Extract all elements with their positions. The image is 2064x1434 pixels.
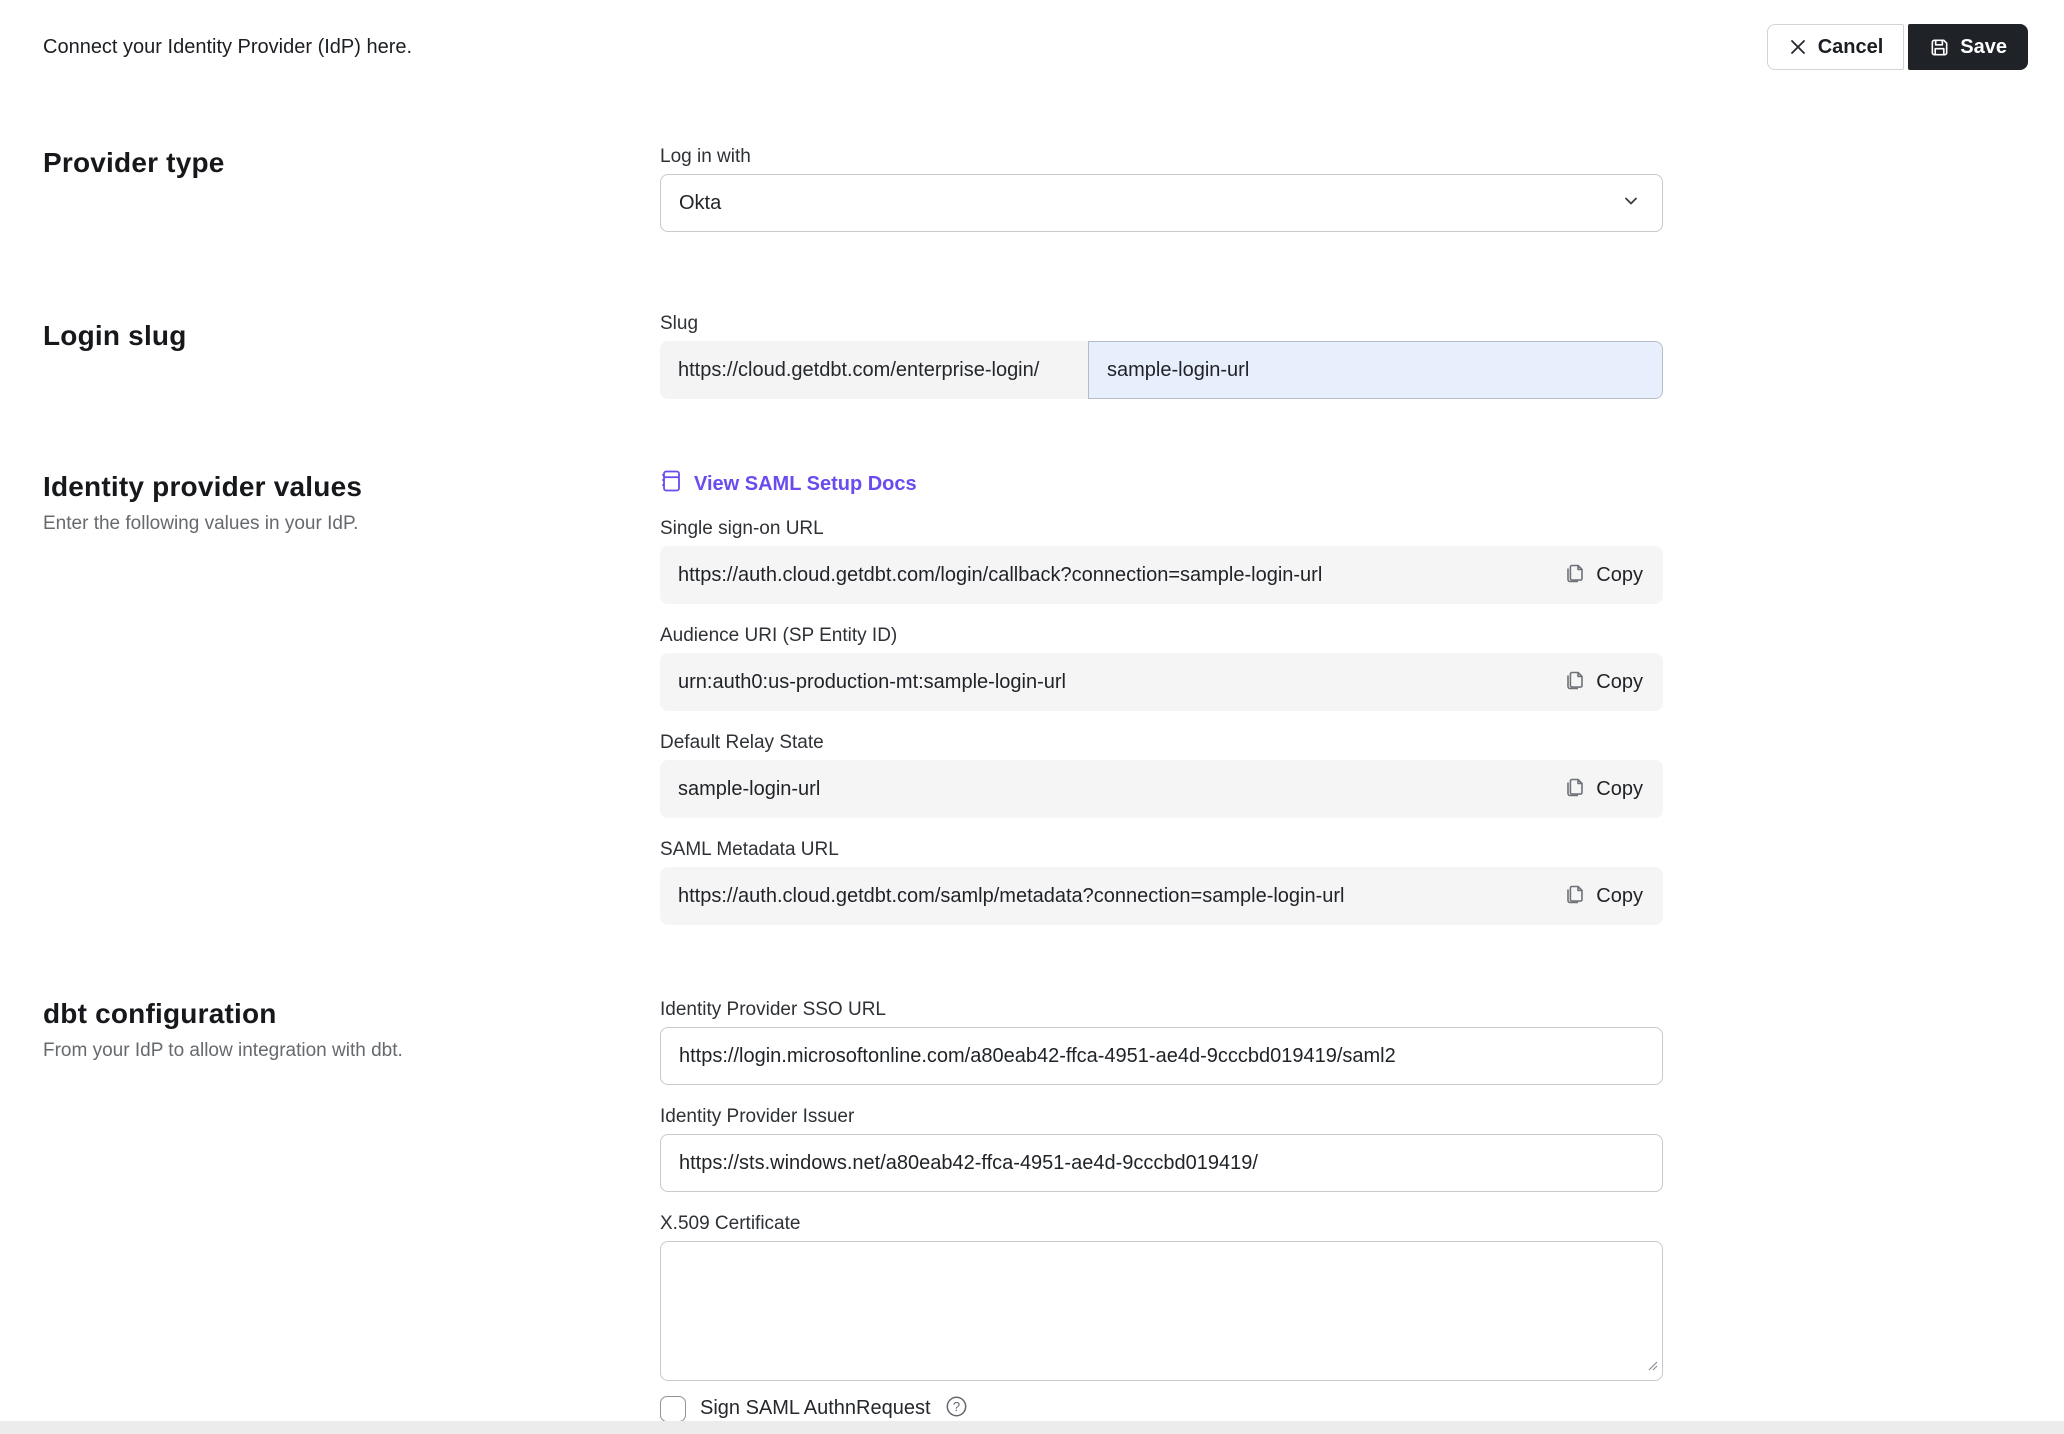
audience-uri-value: urn:auth0:us-production-mt:sample-login-url [678, 670, 1066, 693]
x509-certificate-label: X.509 Certificate [660, 1213, 801, 1234]
login-with-selected-value: Okta [679, 191, 722, 214]
copy-button-label: Copy [1596, 777, 1643, 800]
slug-url-prefix: https://cloud.getdbt.com/enterprise-login/ [660, 341, 1088, 399]
save-button-label: Save [1960, 35, 2007, 58]
idp-issuer-label: Identity Provider Issuer [660, 1106, 855, 1127]
floppy-disk-icon [1929, 37, 1950, 58]
section-dbt-configuration [0, 998, 2064, 1422]
idp-values-heading: Identity provider values [43, 471, 363, 502]
sso-callback-label: Single sign-on URL [660, 518, 824, 539]
slug-input[interactable] [1088, 341, 1663, 399]
sso-callback-value: https://auth.cloud.getdbt.com/login/callback?connection=sample-login-url [678, 563, 1323, 586]
journal-icon [660, 469, 682, 499]
cancel-button-label: Cancel [1817, 35, 1884, 58]
idp-issuer-input[interactable] [660, 1134, 1663, 1192]
save-button[interactable] [1908, 24, 2028, 70]
audience-uri-label: Audience URI (SP Entity ID) [660, 625, 898, 646]
dbt-configuration-heading: dbt configuration [43, 998, 277, 1029]
svg-text:?: ? [952, 1398, 960, 1414]
login-with-select[interactable] [660, 174, 1663, 232]
saml-metadata-row [660, 867, 1663, 925]
resize-handle-icon[interactable] [1646, 1358, 1658, 1376]
saml-metadata-label: SAML Metadata URL [660, 839, 839, 860]
copy-button-label: Copy [1596, 670, 1643, 693]
copy-icon [1564, 882, 1586, 910]
saml-metadata-copy-button[interactable] [1564, 882, 1643, 910]
view-saml-docs-link[interactable] [660, 471, 1663, 497]
sso-callback-row [660, 546, 1663, 604]
sign-saml-row [660, 1395, 1663, 1422]
dbt-configuration-subtitle: From your IdP to allow integration with dbt. [43, 1040, 403, 1061]
section-login-slug [0, 312, 2064, 399]
page-header [0, 0, 2064, 70]
sign-saml-label: Sign SAML AuthnRequest [700, 1397, 931, 1419]
idp-sso-url-label: Identity Provider SSO URL [660, 999, 886, 1020]
relay-state-value: sample-login-url [678, 777, 821, 800]
audience-uri-row [660, 653, 1663, 711]
relay-state-row [660, 760, 1663, 818]
copy-icon [1564, 775, 1586, 803]
sign-saml-checkbox[interactable] [660, 1396, 686, 1422]
idp-sso-url-input[interactable] [660, 1027, 1663, 1085]
x-icon [1788, 37, 1808, 57]
provider-type-heading: Provider type [43, 147, 225, 178]
page-intro-text: Connect your Identity Provider (IdP) here. [43, 35, 413, 58]
copy-button-label: Copy [1596, 563, 1643, 586]
slug-field-group [660, 341, 1663, 399]
section-idp-values [0, 471, 2064, 925]
relay-state-label: Default Relay State [660, 732, 824, 753]
sso-callback-copy-button[interactable] [1564, 561, 1643, 589]
header-actions [1767, 24, 2028, 70]
slug-label: Slug [660, 313, 699, 334]
copy-button-label: Copy [1596, 884, 1643, 907]
copy-icon [1564, 668, 1586, 696]
question-circle-icon[interactable] [945, 1395, 968, 1423]
section-provider-type [0, 145, 2064, 232]
page-bottom-edge [0, 1421, 2064, 1434]
saml-metadata-value: https://auth.cloud.getdbt.com/samlp/metadata?connection=sample-login-url [678, 884, 1345, 907]
login-with-label: Log in with [660, 146, 751, 167]
copy-icon [1564, 561, 1586, 589]
view-saml-docs-label: View SAML Setup Docs [694, 472, 917, 495]
chevron-down-icon [1622, 192, 1640, 215]
audience-uri-copy-button[interactable] [1564, 668, 1643, 696]
x509-certificate-textarea[interactable] [660, 1241, 1663, 1381]
relay-state-copy-button[interactable] [1564, 775, 1643, 803]
cancel-button[interactable] [1767, 24, 1905, 70]
login-slug-heading: Login slug [43, 320, 187, 351]
idp-values-subtitle: Enter the following values in your IdP. [43, 513, 359, 534]
